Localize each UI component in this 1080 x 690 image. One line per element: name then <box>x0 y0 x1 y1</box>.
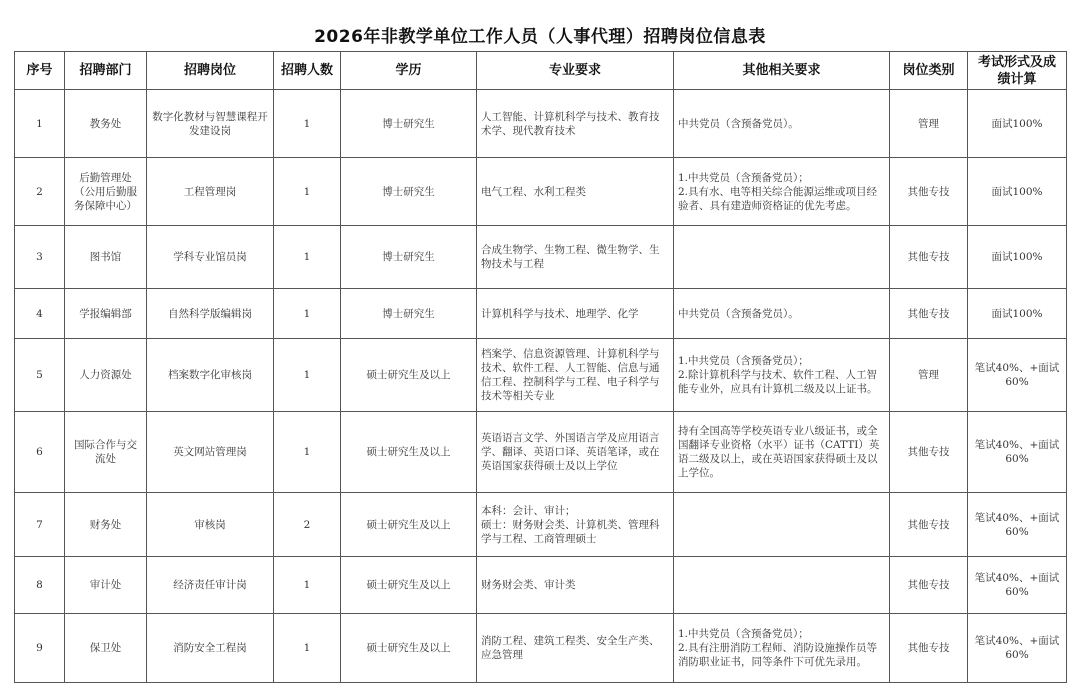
cell-exam: 面试100% <box>968 226 1067 289</box>
cell-other: 1.中共党员（含预备党员）； 2.具有水、电等相关综合能源运维或项目经验者、具有建造师资格证的优先考虑。 <box>674 158 890 226</box>
cell-exam: 笔试40%、+面试60% <box>968 493 1067 557</box>
table-row <box>15 493 1067 557</box>
cell-dept: 学报编辑部 <box>65 289 147 339</box>
cell-major: 合成生物学、生物工程、微生物学、生物技术与工程 <box>477 226 674 289</box>
header-other: 其他相关要求 <box>674 52 890 90</box>
cell-major: 人工智能、计算机科学与技术、教育技术学、现代教育技术 <box>477 90 674 158</box>
cell-exam: 笔试40%、+面试60% <box>968 412 1067 493</box>
header-dept: 招聘部门 <box>65 52 147 90</box>
cell-exam: 笔试40%、+面试60% <box>968 614 1067 683</box>
cell-category: 其他专技 <box>890 412 968 493</box>
table-row <box>15 339 1067 412</box>
cell-post: 经济责任审计岗 <box>147 557 274 614</box>
table-row <box>15 614 1067 683</box>
cell-no: 9 <box>15 614 65 683</box>
cell-other <box>674 557 890 614</box>
cell-no: 7 <box>15 493 65 557</box>
cell-count: 1 <box>274 158 341 226</box>
cell-no: 2 <box>15 158 65 226</box>
cell-major: 电气工程、水利工程类 <box>477 158 674 226</box>
table-row <box>15 226 1067 289</box>
cell-education: 博士研究生 <box>341 158 477 226</box>
table-row <box>15 158 1067 226</box>
cell-no: 5 <box>15 339 65 412</box>
cell-other: 中共党员（含预备党员）。 <box>674 289 890 339</box>
cell-dept: 图书馆 <box>65 226 147 289</box>
cell-category: 其他专技 <box>890 557 968 614</box>
header-row <box>15 52 1067 90</box>
cell-exam: 笔试40%、+面试60% <box>968 557 1067 614</box>
cell-dept: 后勤管理处（公用后勤服务保障中心） <box>65 158 147 226</box>
cell-dept: 国际合作与交流处 <box>65 412 147 493</box>
cell-dept: 财务处 <box>65 493 147 557</box>
table-row <box>15 557 1067 614</box>
cell-count: 1 <box>274 557 341 614</box>
cell-major: 财务财会类、审计类 <box>477 557 674 614</box>
cell-other: 持有全国高等学校英语专业八级证书，或全国翻译专业资格（水平）证书（CATTI）英语二级及以上，或在英语国家获得硕士及以上学位。 <box>674 412 890 493</box>
cell-category: 其他专技 <box>890 614 968 683</box>
cell-post: 学科专业馆员岗 <box>147 226 274 289</box>
cell-no: 3 <box>15 226 65 289</box>
cell-category: 管理 <box>890 339 968 412</box>
cell-no: 8 <box>15 557 65 614</box>
cell-post: 审核岗 <box>147 493 274 557</box>
cell-major: 档案学、信息资源管理、计算机科学与技术、软件工程、人工智能、信息与通信工程、控制科学与工程、电子科学与技术等相关专业 <box>477 339 674 412</box>
recruitment-table <box>14 51 1067 683</box>
header-no: 序号 <box>15 52 65 90</box>
cell-other <box>674 226 890 289</box>
cell-post: 自然科学版编辑岗 <box>147 289 274 339</box>
cell-no: 6 <box>15 412 65 493</box>
cell-no: 1 <box>15 90 65 158</box>
cell-category: 其他专技 <box>890 493 968 557</box>
cell-education: 硕士研究生及以上 <box>341 557 477 614</box>
cell-major: 计算机科学与技术、地理学、化学 <box>477 289 674 339</box>
cell-education: 硕士研究生及以上 <box>341 339 477 412</box>
cell-exam: 面试100% <box>968 289 1067 339</box>
cell-other: 1.中共党员（含预备党员）； 2.除计算机科学与技术、软件工程、人工智能专业外，应具有计算机二级及以上证书。 <box>674 339 890 412</box>
cell-category: 其他专技 <box>890 289 968 339</box>
cell-post: 工程管理岗 <box>147 158 274 226</box>
cell-count: 1 <box>274 226 341 289</box>
page-title: 2026年非教学单位工作人员（人事代理）招聘岗位信息表 <box>314 27 766 47</box>
cell-education: 硕士研究生及以上 <box>341 412 477 493</box>
cell-category: 其他专技 <box>890 226 968 289</box>
cell-dept: 保卫处 <box>65 614 147 683</box>
cell-education: 博士研究生 <box>341 90 477 158</box>
cell-major: 英语语言文学、外国语言学及应用语言学、翻译、英语口译、英语笔译，或在英语国家获得硕士及以上学位 <box>477 412 674 493</box>
cell-other <box>674 493 890 557</box>
cell-count: 1 <box>274 339 341 412</box>
header-education: 学历 <box>341 52 477 90</box>
cell-category: 管理 <box>890 90 968 158</box>
cell-category: 其他专技 <box>890 158 968 226</box>
cell-dept: 人力资源处 <box>65 339 147 412</box>
cell-count: 2 <box>274 493 341 557</box>
cell-other: 1.中共党员（含预备党员）； 2.具有注册消防工程师、消防设施操作员等消防职业证书，同等条件下可优先录用。 <box>674 614 890 683</box>
table-row <box>15 412 1067 493</box>
cell-post: 档案数字化审核岗 <box>147 339 274 412</box>
header-post: 招聘岗位 <box>147 52 274 90</box>
header-major: 专业要求 <box>477 52 674 90</box>
header-exam: 考试形式及成绩计算 <box>968 52 1067 90</box>
cell-dept: 教务处 <box>65 90 147 158</box>
header-category: 岗位类别 <box>890 52 968 90</box>
cell-education: 硕士研究生及以上 <box>341 614 477 683</box>
cell-education: 硕士研究生及以上 <box>341 493 477 557</box>
table-row <box>15 90 1067 158</box>
header-count: 招聘人数 <box>274 52 341 90</box>
table-row <box>15 289 1067 339</box>
cell-count: 1 <box>274 289 341 339</box>
cell-dept: 审计处 <box>65 557 147 614</box>
cell-major: 本科：会计、审计； 硕士：财务财会类、计算机类、管理科学与工程、工商管理硕士 <box>477 493 674 557</box>
cell-education: 博士研究生 <box>341 226 477 289</box>
cell-count: 1 <box>274 90 341 158</box>
cell-post: 数字化教材与智慧课程开发建设岗 <box>147 90 274 158</box>
cell-post: 消防安全工程岗 <box>147 614 274 683</box>
cell-no: 4 <box>15 289 65 339</box>
cell-count: 1 <box>274 614 341 683</box>
cell-exam: 笔试40%、+面试60% <box>968 339 1067 412</box>
cell-education: 博士研究生 <box>341 289 477 339</box>
cell-exam: 面试100% <box>968 158 1067 226</box>
cell-major: 消防工程、建筑工程类、安全生产类、应急管理 <box>477 614 674 683</box>
cell-other: 中共党员（含预备党员）。 <box>674 90 890 158</box>
cell-count: 1 <box>274 412 341 493</box>
cell-post: 英文网站管理岗 <box>147 412 274 493</box>
cell-exam: 面试100% <box>968 90 1067 158</box>
